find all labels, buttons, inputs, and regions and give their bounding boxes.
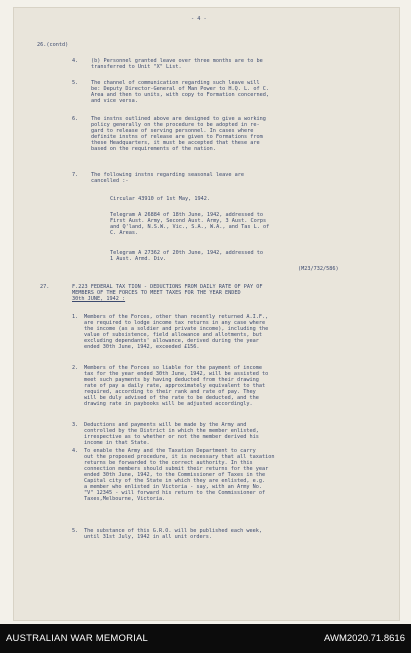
para-3-number: 3.	[72, 422, 79, 428]
para-5-number: 5.	[72, 528, 79, 534]
page-number: - 4 -	[191, 16, 207, 22]
item-7-number: 7.	[72, 172, 79, 178]
section-27-number: 27.	[40, 284, 50, 290]
document-page: - 4 - 26.(contd) 4. (b) Personnel granted leave over three months are to be transferred to Unit "X" List. 5. The channel of communication regarding such leave will be: Deputy Director-General of Man Power to H.Q. L. of C. Area and then to units, with copy to Formation concerned, and vice versa. 6. The instns outlined above are designed to give a working policy generally on the procedure to be adopted in re- gard to release of serving personnel. In cases where definite instns of release are given to Formations from these Headquarters, it must be accepted that these are based on the requirements of the nation. 7. The following instns regarding seasonal leave are cancelled :- Circular 43910 of 1st May, 1942. Telegram A 26884 of 18th June, 1942, addressed to First Aust. Army, Second Aust. Army, 3 Aust. Corps and Q'land, N.S.W., Vic., S.A., W.A., and Tas L. of C. Areas. Telegram A 27362 of 20th June, 1942, addressed to 1 Aust. Armd. Div. (M23/732/586) 27. F.223 FEDERAL TAX TION - DEDUCTIONS FROM DAILY RATE OF PAY OF MEMBERS OF THE FORCES TO MEET TAXES FOR THE YEAR ENDED 30th JUNE, 1942 : 1. Members of the Forces, other than recently returned A.I.F., are required to lodge income tax returns in any case where the income (as a soldier and private income), including the value of subsistence, field allowance and allotments, but excluding dependants' allowance, derived during the year ended 30th June, 1942, exceeded £156. 2. Members of the Forces so liable for the payment of income tax for the year ended 30th June, 1942, will be assisted to meet such payments by having deducted from their drawing rate of pay a daily rate, approximately equivalent to that required, according to their rank and rate of pay. They will be duly advised of the rate to be deducted, and the drawing rate in paybooks will be adjusted accordingly. 3. Deductions and payments will be made by the Army and controlled by the District in which the member enlisted, irrespective as to whether or not the member derived his income in that State. 4. To enable the Army and the Taxation Department to carry out the proposed procedure, it is necessary that all taxation returns be forwarded to the correct authority. In this connection members should submit their returns for the year ended 30th June, 1942, to the Commissioner of Taxes in the Capital city of the State in which they are enlisted, e.g. a member who enlisted in Victoria - say, with an Army No. "V" 12345 - will forward his return to the Commissioner of Taxes,Melbourne, Victoria. 5. The substance of this G.R.O. will be published each week, until 31st July, 1942 in all unit orders.	[14, 8, 399, 620]
para-1-number: 1.	[72, 314, 79, 320]
item-6-number: 6.	[72, 116, 79, 122]
section-26-label: 26.(contd)	[37, 42, 69, 48]
item-5-number: 5.	[72, 80, 79, 86]
item-4-number: 4.	[72, 58, 79, 64]
file-reference-26: (M23/732/586)	[298, 266, 339, 272]
para-2-number: 2.	[72, 365, 79, 371]
circular-reference: Circular 43910 of 1st May, 1942.	[110, 196, 210, 202]
footer-institution: AUSTRALIAN WAR MEMORIAL	[6, 633, 149, 644]
para-4-number: 4.	[72, 448, 79, 454]
footer-bar	[0, 624, 411, 653]
footer-accession-number: AWM2020.71.8616	[324, 633, 405, 644]
